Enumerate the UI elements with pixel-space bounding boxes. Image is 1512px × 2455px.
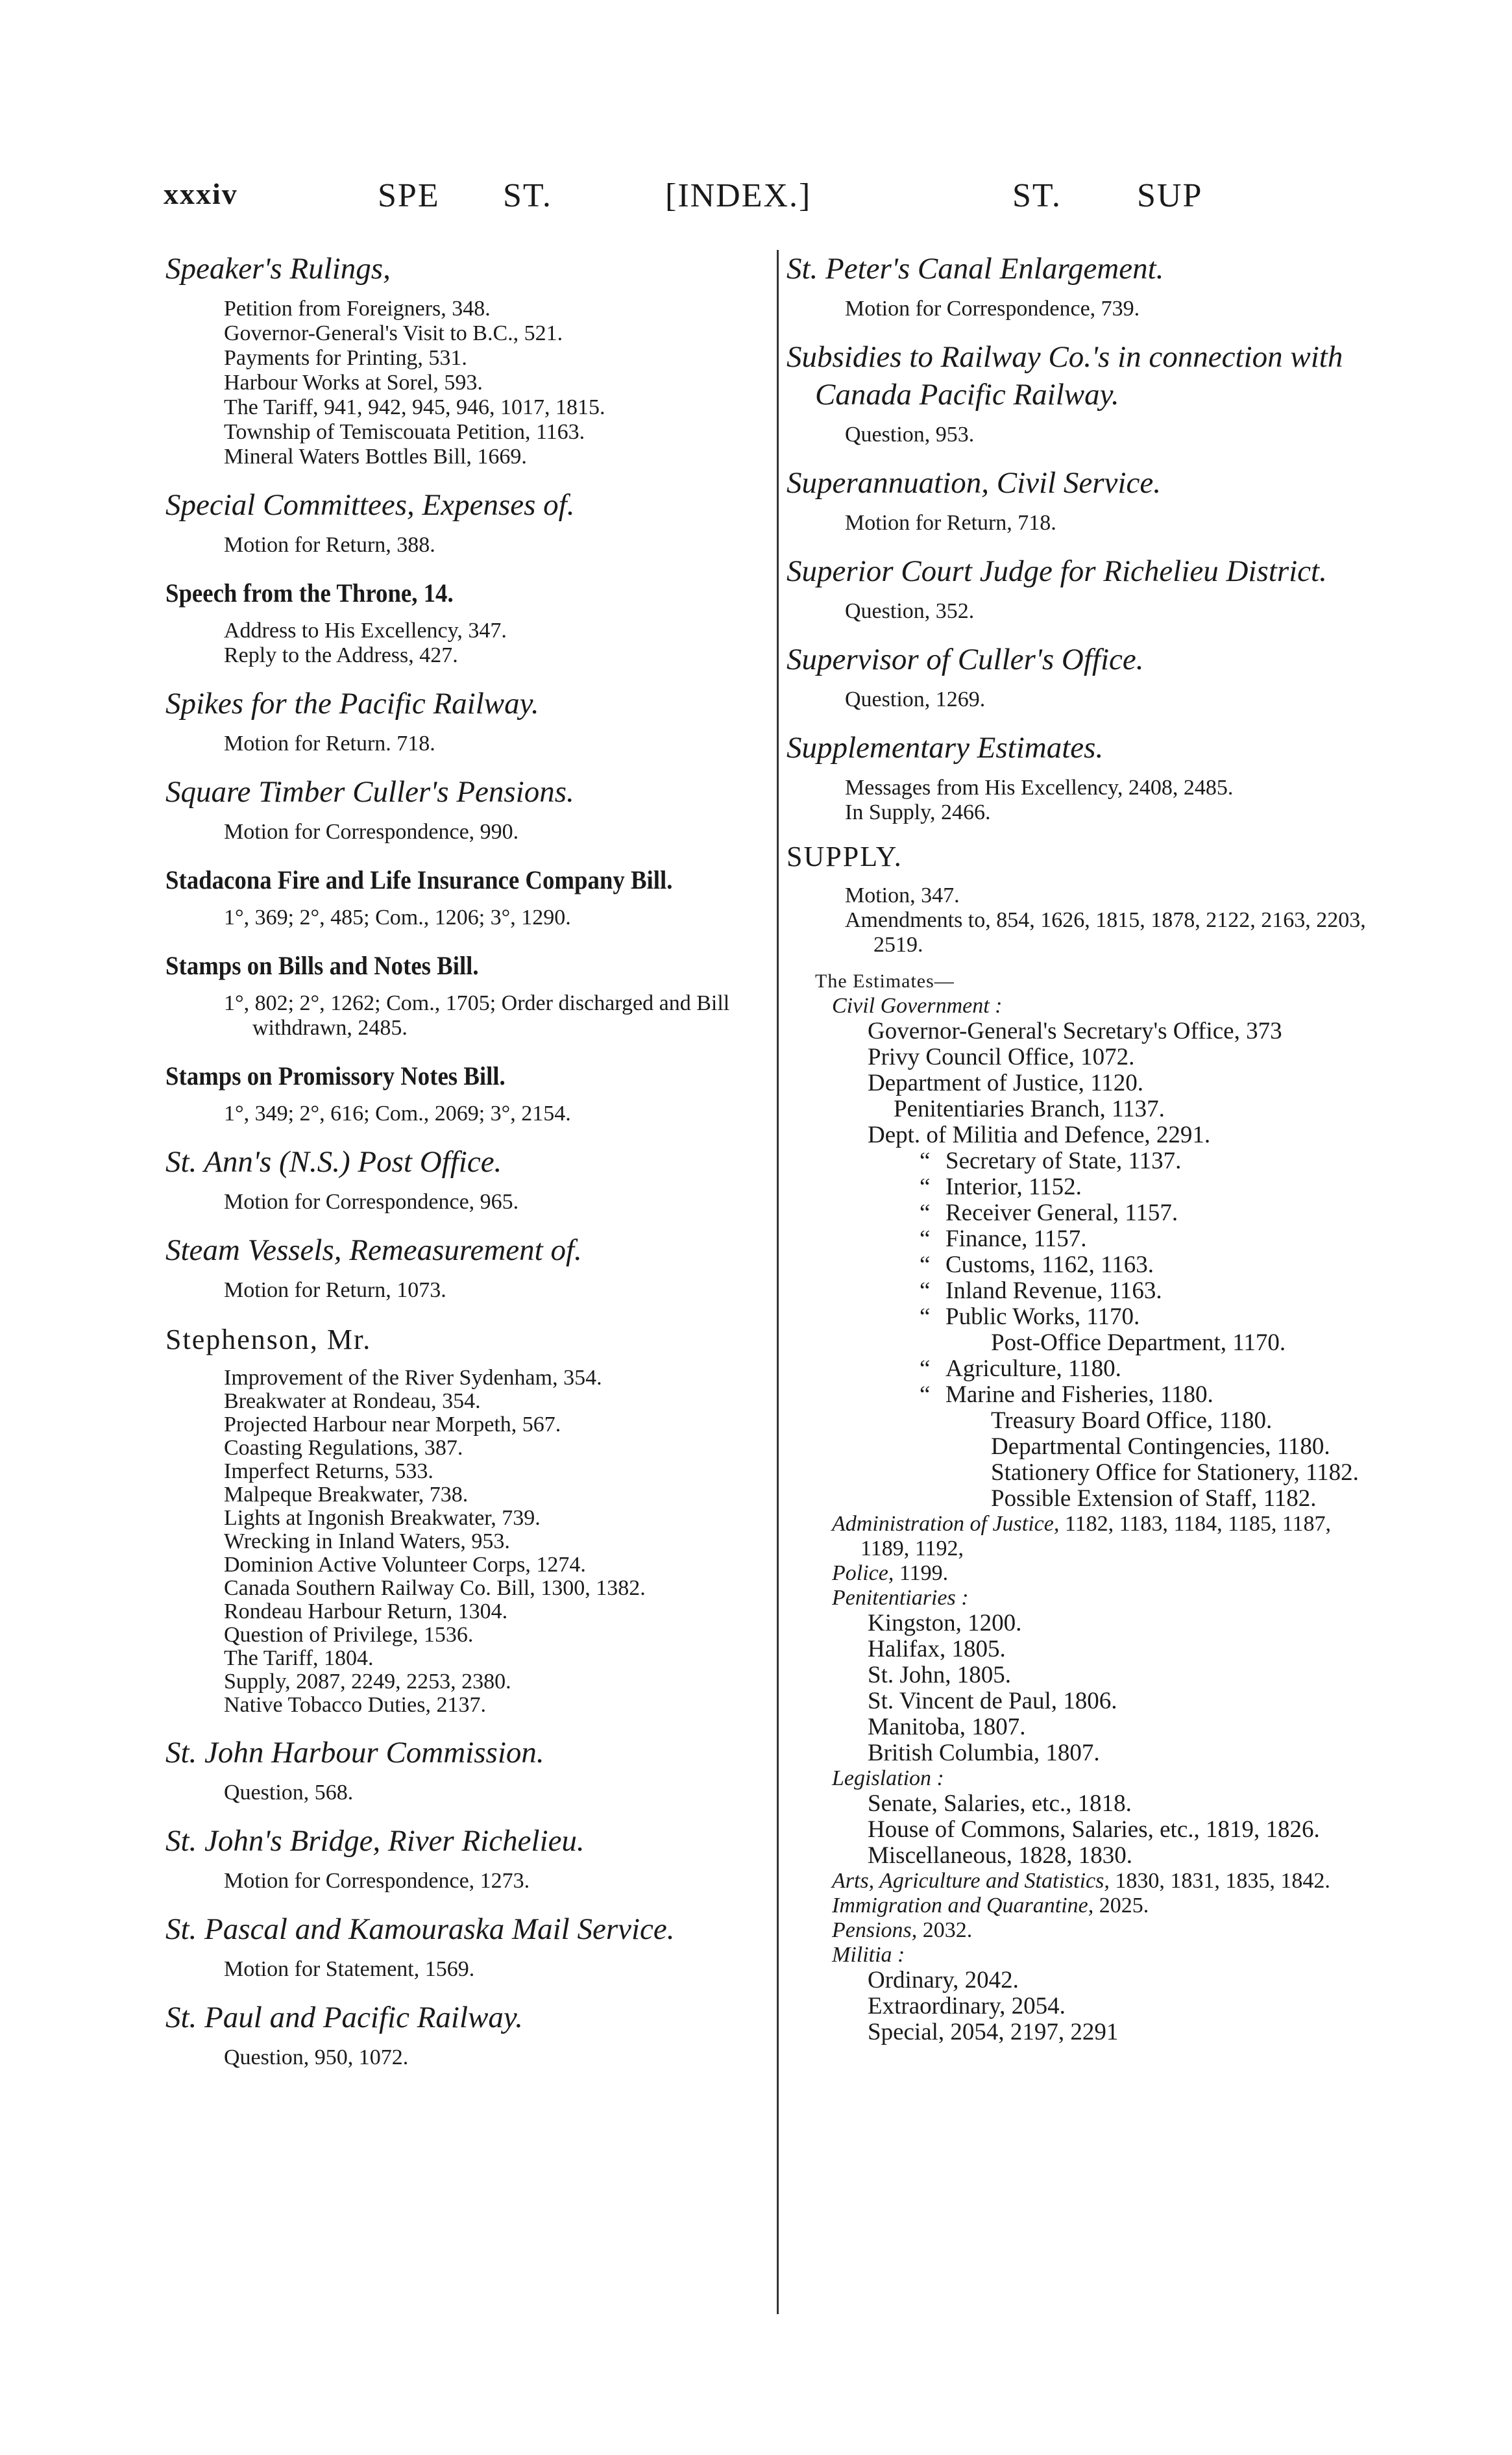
index-entry <box>786 464 1382 536</box>
estimate-item: Manitoba, 1807. <box>868 1714 1026 1740</box>
ditto-mark: “ <box>920 1200 931 1226</box>
entry-heading: Supplementary Estimates. <box>786 731 1104 765</box>
index-entry <box>165 773 769 845</box>
entry-heading: St. Ann's (N.S.) Post Office. <box>165 1145 502 1179</box>
ditto-mark: “ <box>920 1381 931 1408</box>
column-divider <box>777 250 779 2314</box>
entry-line: Petition from Foreigners, 348. <box>224 297 491 321</box>
entry-line: Projected Harbour near Morpeth, 567. <box>224 1413 561 1437</box>
category-label: Immigration and Quarantine, <box>832 1894 1094 1918</box>
estimate-item: Miscellaneous, 1828, 1830. <box>868 1842 1132 1869</box>
estimate-item: Extraordinary, 2054. <box>868 1993 1066 2019</box>
entry-line: Harbour Works at Sorel, 593. <box>224 371 483 395</box>
militia-label: Militia : <box>832 1943 905 1967</box>
supply-motion: Motion, 347. <box>845 883 960 907</box>
index-entry <box>786 729 1382 825</box>
index-entry <box>165 1999 769 2070</box>
supply-heading: SUPPLY. <box>786 841 903 872</box>
ditto-mark: “ <box>920 1226 931 1252</box>
index-entry <box>786 338 1382 447</box>
header-left-from: SPE <box>378 177 440 214</box>
estimate-item-label: Agriculture, 1180. <box>945 1355 1121 1382</box>
entry-line: Canada Southern Railway Co. Bill, 1300, 1382. <box>224 1576 646 1600</box>
estimate-item-label: Interior, 1152. <box>945 1174 1082 1200</box>
category-label: Pensions, <box>832 1918 918 1942</box>
category-pages: 1199. <box>894 1561 949 1585</box>
entry-heading: St. Pascal and Kamouraska Mail Service. <box>165 1912 675 1946</box>
estimate-item <box>868 1356 1382 1382</box>
entry-line: In Supply, 2466. <box>845 800 991 824</box>
estimate-item-label: Marine and Fisheries, 1180. <box>945 1381 1213 1408</box>
estimate-item-label: Customs, 1162, 1163. <box>945 1252 1154 1278</box>
entry-heading: Stamps on Bills and Notes Bill. <box>165 951 479 980</box>
category-label: Police, <box>832 1561 894 1585</box>
entry-line: Motion for Return, 1073. <box>224 1278 446 1302</box>
ditto-mark: “ <box>920 1148 931 1174</box>
entry-heading: St. Peter's Canal Enlargement. <box>786 252 1164 286</box>
entry-line: Question, 1269. <box>845 687 986 711</box>
estimate-item: Stationery Office for Stationery, 1182. <box>991 1459 1359 1486</box>
entry-line: Motion for Statement, 1569. <box>224 1957 475 1981</box>
estimate-category <box>832 1894 1382 1918</box>
header-right-to: SUP <box>1137 177 1203 214</box>
estimate-item: Dept. of Militia and Defence, 2291. <box>868 1122 1211 1148</box>
entry-line: Malpeque Breakwater, 738. <box>224 1483 469 1507</box>
entry-line: Dominion Active Volunteer Corps, 1274. <box>224 1553 586 1577</box>
entry-line: Breakwater at Rondeau, 354. <box>224 1389 481 1413</box>
header-center: [INDEX.] <box>665 177 812 214</box>
right-column <box>786 250 1382 2045</box>
entry-line: Question, 950, 1072. <box>224 2045 409 2069</box>
estimate-item <box>868 1304 1382 1330</box>
entry-line: Motion for Return. 718. <box>224 732 435 756</box>
entry-line: Wrecking in Inland Waters, 953. <box>224 1529 510 1553</box>
estimate-item-label: Inland Revenue, 1163. <box>945 1277 1162 1304</box>
entry-line: Lights at Ingonish Breakwater, 739. <box>224 1506 541 1530</box>
index-entry <box>786 552 1382 624</box>
category-pages: 2025. <box>1093 1894 1149 1918</box>
entry-line: Address to His Excellency, 347. <box>224 619 507 643</box>
entry-heading: Superannuation, Civil Service. <box>786 466 1161 500</box>
estimate-item: Ordinary, 2042. <box>868 1967 1019 1993</box>
entry-heading: Stamps on Promissory Notes Bill. <box>165 1061 506 1091</box>
entry-line: Motion for Return, 388. <box>224 533 435 557</box>
entry-line: Motion for Correspondence, 965. <box>224 1190 519 1214</box>
entry-line: 1°, 349; 2°, 616; Com., 2069; 3°, 2154. <box>224 1102 571 1126</box>
estimate-item: Special, 2054, 2197, 2291 <box>868 2019 1119 2045</box>
index-entry <box>786 250 1382 321</box>
left-column <box>165 250 769 2070</box>
estimate-item: Halifax, 1805. <box>868 1636 1006 1662</box>
index-entry <box>165 250 769 469</box>
estimate-item <box>868 1278 1382 1304</box>
estimate-item: Possible Extension of Staff, 1182. <box>991 1485 1317 1512</box>
category-label: Administration of Justice, <box>832 1512 1060 1536</box>
index-entry <box>165 864 769 930</box>
index-entry <box>165 1822 769 1894</box>
entry-line: Imperfect Returns, 533. <box>224 1459 433 1483</box>
estimate-item: Privy Council Office, 1072. <box>868 1044 1135 1070</box>
estimate-item <box>868 1226 1382 1252</box>
estimate-item <box>868 1200 1382 1226</box>
entry-line: Motion for Return, 718. <box>845 511 1056 535</box>
estimate-category <box>832 1918 1382 1943</box>
entry-line: Supply, 2087, 2249, 2253, 2380. <box>224 1670 511 1694</box>
entry-heading: St. John's Bridge, River Richelieu. <box>165 1824 585 1858</box>
entry-line: Question, 568. <box>224 1781 354 1805</box>
penitentiaries-label: Penitentiaries : <box>832 1586 969 1610</box>
supply-amendments: Amendments to, 854, 1626, 1815, 1878, 2122, 2163, 2203, 2519. <box>845 908 1366 957</box>
entry-line: Township of Temiscouata Petition, 1163. <box>224 420 585 444</box>
entry-heading: Supervisor of Culler's Office. <box>786 643 1144 676</box>
estimate-item <box>868 1382 1382 1408</box>
category-pages: 1182, 1183, 1184, 1185, 1187, 1189, 1192, <box>860 1512 1332 1561</box>
entry-heading: St. John Harbour Commission. <box>165 1736 544 1770</box>
estimate-item: Treasury Board Office, 1180. <box>991 1407 1273 1434</box>
index-entry <box>165 1910 769 1982</box>
ditto-mark: “ <box>920 1355 931 1382</box>
estimate-item-label: Public Works, 1170. <box>945 1303 1140 1330</box>
entry-line: Improvement of the River Sydenham, 354. <box>224 1366 602 1390</box>
entry-heading: Square Timber Culler's Pensions. <box>165 775 574 809</box>
estimate-item: Departmental Contingencies, 1180. <box>991 1433 1330 1460</box>
category-pages: 2032. <box>917 1918 973 1942</box>
index-entry <box>165 486 769 558</box>
entry-line: Governor-General's Visit to B.C., 521. <box>224 321 563 345</box>
estimate-item: House of Commons, Salaries, etc., 1819, 1826. <box>868 1816 1320 1843</box>
ditto-mark: “ <box>920 1252 931 1278</box>
entry-line: The Tariff, 1804. <box>224 1646 374 1670</box>
entry-line: Mineral Waters Bottles Bill, 1669. <box>224 445 527 469</box>
entry-heading: Subsidies to Railway Co.'s in connection with Canada Pacific Railway. <box>786 340 1343 412</box>
estimate-category <box>832 1869 1382 1894</box>
entry-line: Motion for Correspondence, 739. <box>845 297 1140 321</box>
estimate-item: British Columbia, 1807. <box>868 1740 1100 1766</box>
entry-line: Question, 953. <box>845 423 975 447</box>
estimate-item: Post-Office Department, 1170. <box>991 1329 1286 1356</box>
ditto-mark: “ <box>920 1174 931 1200</box>
entry-line: Reply to the Address, 427. <box>224 643 458 667</box>
estimate-item: Senate, Salaries, etc., 1818. <box>868 1790 1132 1817</box>
entry-heading: Spikes for the Pacific Railway. <box>165 687 539 721</box>
index-entry <box>165 685 769 756</box>
category-label: Arts, Agriculture and Statistics, <box>832 1869 1110 1893</box>
index-entry <box>165 1322 769 1717</box>
estimate-item <box>868 1174 1382 1200</box>
estimate-item <box>868 1252 1382 1278</box>
index-entry <box>165 1143 769 1215</box>
estimate-item <box>868 1148 1382 1174</box>
entry-line: Motion for Correspondence, 990. <box>224 820 519 844</box>
index-entry <box>165 1060 769 1126</box>
legislation-label: Legislation : <box>832 1766 944 1790</box>
estimate-item-label: Secretary of State, 1137. <box>945 1148 1182 1174</box>
entry-heading: Stephenson, Mr. <box>165 1324 372 1355</box>
index-entry <box>165 1231 769 1303</box>
entry-line: 1°, 802; 2°, 1262; Com., 1705; Order discharged and Bill withdrawn, 2485. <box>224 991 730 1040</box>
estimate-item: St. John, 1805. <box>868 1662 1012 1688</box>
estimate-category <box>832 1561 1382 1586</box>
estimate-item: Penitentiaries Branch, 1137. <box>894 1096 1165 1122</box>
estimate-item: Department of Justice, 1120. <box>868 1070 1144 1096</box>
entry-heading: Speaker's Rulings, <box>165 252 391 286</box>
estimates-label: The Estimates— <box>815 970 955 992</box>
entry-heading: Stadacona Fire and Life Insurance Company Bill. <box>165 865 673 894</box>
index-entry <box>786 641 1382 712</box>
entry-line: Coasting Regulations, 387. <box>224 1436 463 1460</box>
entry-line: The Tariff, 941, 942, 945, 946, 1017, 1815. <box>224 395 605 419</box>
entry-line: Rondeau Harbour Return, 1304. <box>224 1599 508 1623</box>
entry-line: Native Tobacco Duties, 2137. <box>224 1693 486 1717</box>
supply-entry <box>786 839 1382 2045</box>
header-left-to: ST. <box>503 177 552 214</box>
running-header <box>0 177 1512 228</box>
entry-heading: Special Committees, Expenses of. <box>165 488 575 522</box>
page-number: xxxiv <box>164 177 238 210</box>
estimate-item: St. Vincent de Paul, 1806. <box>868 1688 1117 1714</box>
index-entry <box>165 577 769 668</box>
entry-line: Messages from His Excellency, 2408, 2485. <box>845 776 1234 800</box>
index-entry <box>165 1734 769 1805</box>
estimate-item-label: Receiver General, 1157. <box>945 1200 1178 1226</box>
estimate-item: Governor-General's Secretary's Office, 373 <box>868 1018 1282 1044</box>
entry-heading: Superior Court Judge for Richelieu District. <box>786 554 1327 588</box>
ditto-mark: “ <box>920 1303 931 1330</box>
entry-line: Question, 352. <box>845 599 975 623</box>
entry-heading: St. Paul and Pacific Railway. <box>165 2001 523 2034</box>
ditto-mark: “ <box>920 1277 931 1304</box>
entry-heading: Steam Vessels, Remeasurement of. <box>165 1233 582 1267</box>
entry-heading: Speech from the Throne, 14. <box>165 578 454 608</box>
entry-line: 1°, 369; 2°, 485; Com., 1206; 3°, 1290. <box>224 906 571 930</box>
estimate-item: Kingston, 1200. <box>868 1610 1022 1636</box>
category-pages: 1830, 1831, 1835, 1842. <box>1109 1869 1330 1893</box>
header-right-from: ST. <box>1012 177 1062 214</box>
entry-line: Motion for Correspondence, 1273. <box>224 1869 530 1893</box>
estimate-category <box>832 1512 1382 1561</box>
entry-line: Payments for Printing, 531. <box>224 346 467 370</box>
index-entry <box>165 950 769 1041</box>
estimate-item-label: Finance, 1157. <box>945 1226 1087 1252</box>
entry-line: Question of Privilege, 1536. <box>224 1623 474 1647</box>
civil-government-label: Civil Government : <box>832 994 1003 1018</box>
